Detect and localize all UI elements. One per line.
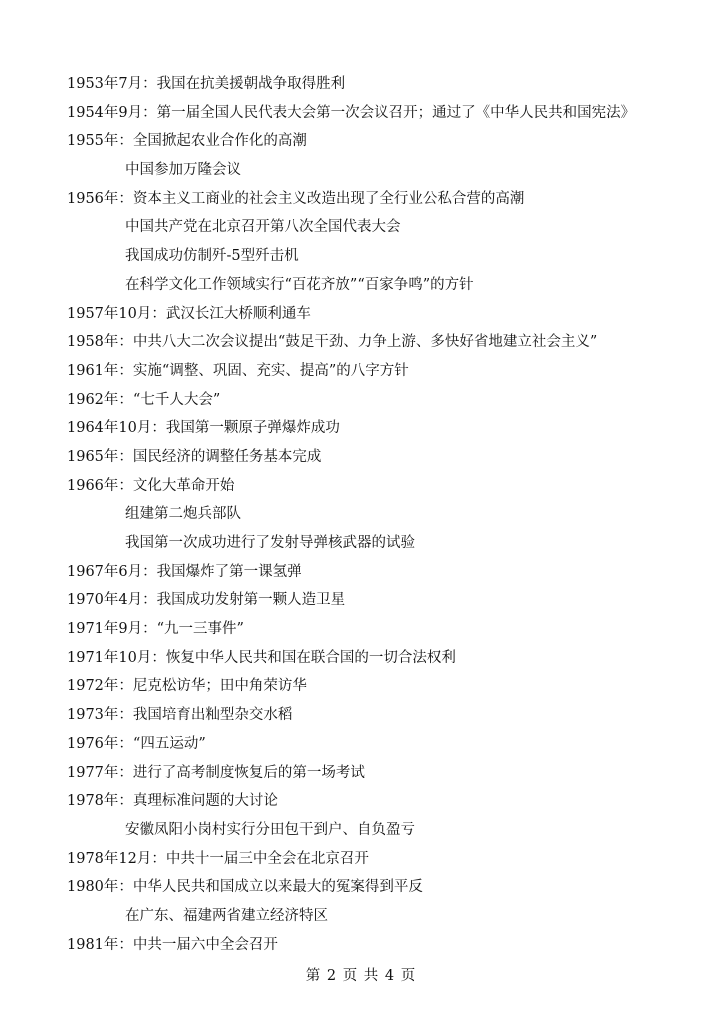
timeline-entry [67,156,707,185]
timeline-entry [67,787,707,816]
entry-text: 我国成功发射第一颗人造卫星 [156,592,346,609]
timeline-entry [67,644,707,673]
entry-text: 组建第二炮兵部队 [125,506,241,523]
entry-text: “四五运动” [132,735,206,752]
entry-text: 我国第一颗原子弹爆炸成功 [165,420,340,437]
entry-date: 1978年12月： [67,850,166,867]
timeline-entry [67,873,707,902]
entry-text: 国民经济的调整任务基本完成 [132,448,322,465]
entry-text: 中国共产党在北京召开第八次全国代表大会 [125,219,401,236]
timeline-entry [67,414,707,443]
entry-date: 1955年： [67,133,133,150]
entry-date: 1977年： [67,764,133,781]
entry-text: “九一三事件” [156,621,244,638]
timeline-entry [67,357,707,386]
timeline-entry [67,127,707,156]
entry-date: 1981年： [67,936,133,953]
entry-date: 1954年9月： [67,104,157,121]
entry-text: 全国掀起农业合作化的高潮 [132,133,307,150]
entry-text: 第一届全国人民代表大会第一次会议召开；通过了《中华人民共和国宪法》 [156,104,636,121]
page-footer: 第 2 页 共 4 页 [305,968,417,984]
entry-date: 1964年10月： [67,420,166,437]
timeline-entry [67,185,707,214]
timeline-entry [67,70,707,99]
entry-text: 在科学文化工作领域实行“百花齐放”“百家争鸣”的方针 [125,276,474,293]
timeline-entry [67,443,707,472]
timeline-entry [67,672,707,701]
entry-date: 1978年： [67,793,133,810]
entry-date: 1965年： [67,448,133,465]
entry-text: 我国爆炸了第一课氢弹 [156,563,302,580]
timeline-entry [67,902,707,931]
entry-text: 我国培育出籼型杂交水稻 [132,707,293,724]
entry-date: 1970年4月： [67,592,157,609]
timeline-entry [67,701,707,730]
timeline-entry [67,529,707,558]
entry-text: “七千人大会” [132,391,221,408]
timeline-entry [67,845,707,874]
timeline-entry [67,558,707,587]
entry-date: 1956年： [67,190,133,207]
entry-date: 1962年： [67,391,133,408]
timeline-entry [67,730,707,759]
timeline-entry [67,500,707,529]
timeline-entry [67,271,707,300]
entry-text: 我国第一次成功进行了发射导弹核武器的试验 [125,535,415,551]
timeline-entry [67,931,707,960]
timeline-entry [67,386,707,415]
entry-text: 进行了高考制度恢复后的第一场考试 [132,764,365,781]
entry-date: 1980年： [67,879,133,896]
entry-date: 1958年： [67,334,133,351]
entry-text: 真理标准问题的大讨论 [132,793,278,810]
entry-date: 1967年6月： [67,563,157,580]
entry-text: 在广东、福建两省建立经济特区 [125,907,328,924]
entry-text: 尼克松访华；田中角荣访华 [132,678,307,695]
entry-date: 1976年： [67,735,133,752]
entry-date: 1966年： [67,477,133,494]
entry-text: 我国在抗美援朝战争取得胜利 [156,76,346,92]
entry-date: 1971年10月： [67,649,166,666]
entry-date: 1953年7月： [67,76,157,92]
entry-text: 中共八大二次会议提出“鼓足干劲、力争上游、多快好省地建立社会主义” [132,334,598,351]
entry-text: 我国成功仿制歼-5型歼击机 [125,248,299,265]
entry-text: 武汉长江大桥顺利通车 [165,305,311,322]
entry-text: 文化大革命开始 [132,477,235,494]
entry-text: 安徽凤阳小岗村实行分田包干到户、自负盈亏 [125,821,415,838]
timeline-entry [67,586,707,615]
entry-date: 1957年10月： [67,305,166,322]
entry-date: 1961年： [67,362,133,379]
timeline-entry [67,300,707,329]
entry-text: 中共一届六中全会召开 [132,936,278,953]
entry-text: 中共十一届三中全会在北京召开 [165,850,369,867]
entry-date: 1971年9月： [67,621,157,638]
entry-date: 1973年： [67,707,133,724]
timeline-entry [67,242,707,271]
timeline-entry [67,328,707,357]
entry-text: 资本主义工商业的社会主义改造出现了全行业公私合营的高潮 [132,190,525,207]
entry-text: 中华人民共和国成立以来最大的冤案得到平反 [132,879,423,896]
timeline-entry [67,472,707,501]
entry-text: 实施“调整、巩固、充实、提高”的八字方针 [132,362,409,379]
timeline-entry [67,759,707,788]
entry-text: 中国参加万隆会议 [125,162,241,179]
timeline-entry [67,213,707,242]
entry-date: 1972年： [67,678,133,695]
timeline-entry [67,816,707,845]
entry-text: 恢复中华人民共和国在联合国的一切合法权利 [165,649,456,666]
timeline-list [67,70,707,959]
timeline-entry [67,615,707,644]
timeline-entry [67,99,707,128]
